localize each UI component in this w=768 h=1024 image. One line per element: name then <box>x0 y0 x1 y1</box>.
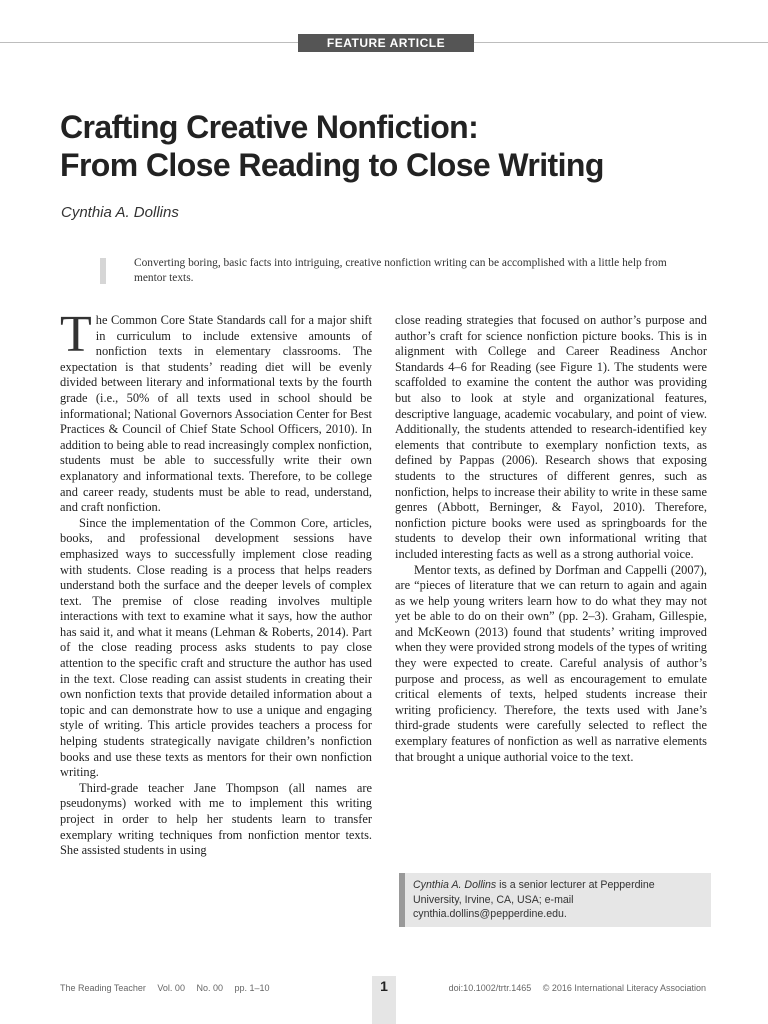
bio-author-name: Cynthia A. Dollins <box>413 879 497 891</box>
author-name: Cynthia A. Dollins <box>61 204 179 221</box>
title-line-1: Crafting Creative Nonfiction: <box>60 109 479 145</box>
page-number: 1 <box>380 978 388 994</box>
paragraph: Mentor texts, as defined by Dorfman and Cappelli (2007), are “pieces of literature that we can return to again and again as we help young writers learn how to do what they may not yet be able to do on their own” (pp. 2–3). Graham, Gillespie, and McKeown (2013) found that students’ writing improved when they were provided strong models of the types of writing they were expected to create. Careful analysis of author’s purpose and process, as well as encouragement to emulate critical elements of texts, helped students increase their writing proficiency. Therefore, the texts used with Jane’s third-grade students were carefully selected to reflect the exemplary features of nonfiction as well as narrative elements that brought a unique authorial voice to the text. <box>395 562 707 764</box>
title-line-2: From Close Reading to Close Writing <box>60 147 604 183</box>
footer-citation <box>60 983 279 993</box>
journal-name: The Reading Teacher <box>60 983 146 993</box>
bio-text: is a senior lecturer at Pepperdine University, Irvine, CA, USA; e-mail cynthia.dollins@pepperdine.edu. <box>413 879 655 920</box>
section-label: FEATURE ARTICLE <box>298 34 474 52</box>
paragraph-text: he Common Core State Standards call for a major shift in curriculum to include extensive amounts of nonfiction texts in elementary classrooms. The expectation is that students’ reading diet will be evenly divided between literary and informational texts by the fourth grade (i.e., 50% of all texts used in school should be informational; National Governors Association Center for Best Practices & Council of Chief State School Officers, 2010). In addition to being able to read increasingly complex nonfiction, students must be able to successfully write their own explanatory and informational texts. Therefore, to be college and career ready, students must be able to read, understand, and craft nonfiction. <box>60 313 372 515</box>
paragraph: Since the implementation of the Common Core, articles, books, and professional development sessions have emphasized ways to successfully implement close reading with students. Close reading is a process that helps readers understand both the surface and the deeper levels of complex text. The premise of close reading involves multiple interactions with text to examine what it says, how the author has said it, and what it means (Lehman & Roberts, 2014). Part of the close reading process asks students to pay close attention to the specific craft and structure the author has used in the text. Close reading can assist students in creating their own nonfiction texts that provide detailed information about a topic and can demonstrate how to use a unique and engaging style of writing. This article provides teachers a process for helping students strategically navigate children’s nonfiction books and use these texts as mentors for their own nonfiction writing. <box>60 515 372 780</box>
drop-cap: T <box>60 306 92 363</box>
article-title <box>60 108 720 184</box>
right-column <box>395 313 707 765</box>
abstract-bar <box>100 258 106 284</box>
page-range: pp. 1–10 <box>234 983 270 993</box>
paragraph <box>60 306 372 516</box>
paragraph: close reading strategies that focused on author’s purpose and author’s craft for science nonfiction picture books. This is in alignment with College and Career Readiness Anchor Standards 4–6 for Reading (see Figure 1). The students were scaffolded to examine the content the author was providing but also to look at style and organizational features, descriptive language, academic vocabulary, and point of view. Additionally, the students attended to research-identified key elements that contribute to exemplary nonfiction texts, as defined by Pappas (2006). Research shows that exposing students to the structures of different genres, such as nonfiction, helps to increase their ability to write in these same genres (Abbott, Berninger, & Fayol, 2010). Therefore, nonfiction picture books were used as springboards for the students to develop their own informational writing that included interesting facts as well as a strong authorial voice. <box>395 313 707 561</box>
footer-doi <box>440 983 706 993</box>
doi: doi:10.1002/trtr.1465 <box>448 983 532 993</box>
author-bio <box>399 873 711 927</box>
paragraph: Third-grade teacher Jane Thompson (all names are pseudonyms) worked with me to implement this writing project in order to help her students learn to transfer exemplary writing techniques from nonfiction mentor texts. She assisted students in using <box>60 780 372 858</box>
abstract: Converting boring, basic facts into intriguing, creative nonfiction writing can be accomplished with a little help from mentor texts. <box>134 257 667 284</box>
left-column <box>60 306 372 859</box>
issue: No. 00 <box>196 983 223 993</box>
copyright: © 2016 International Literacy Association <box>542 983 706 993</box>
volume: Vol. 00 <box>157 983 185 993</box>
